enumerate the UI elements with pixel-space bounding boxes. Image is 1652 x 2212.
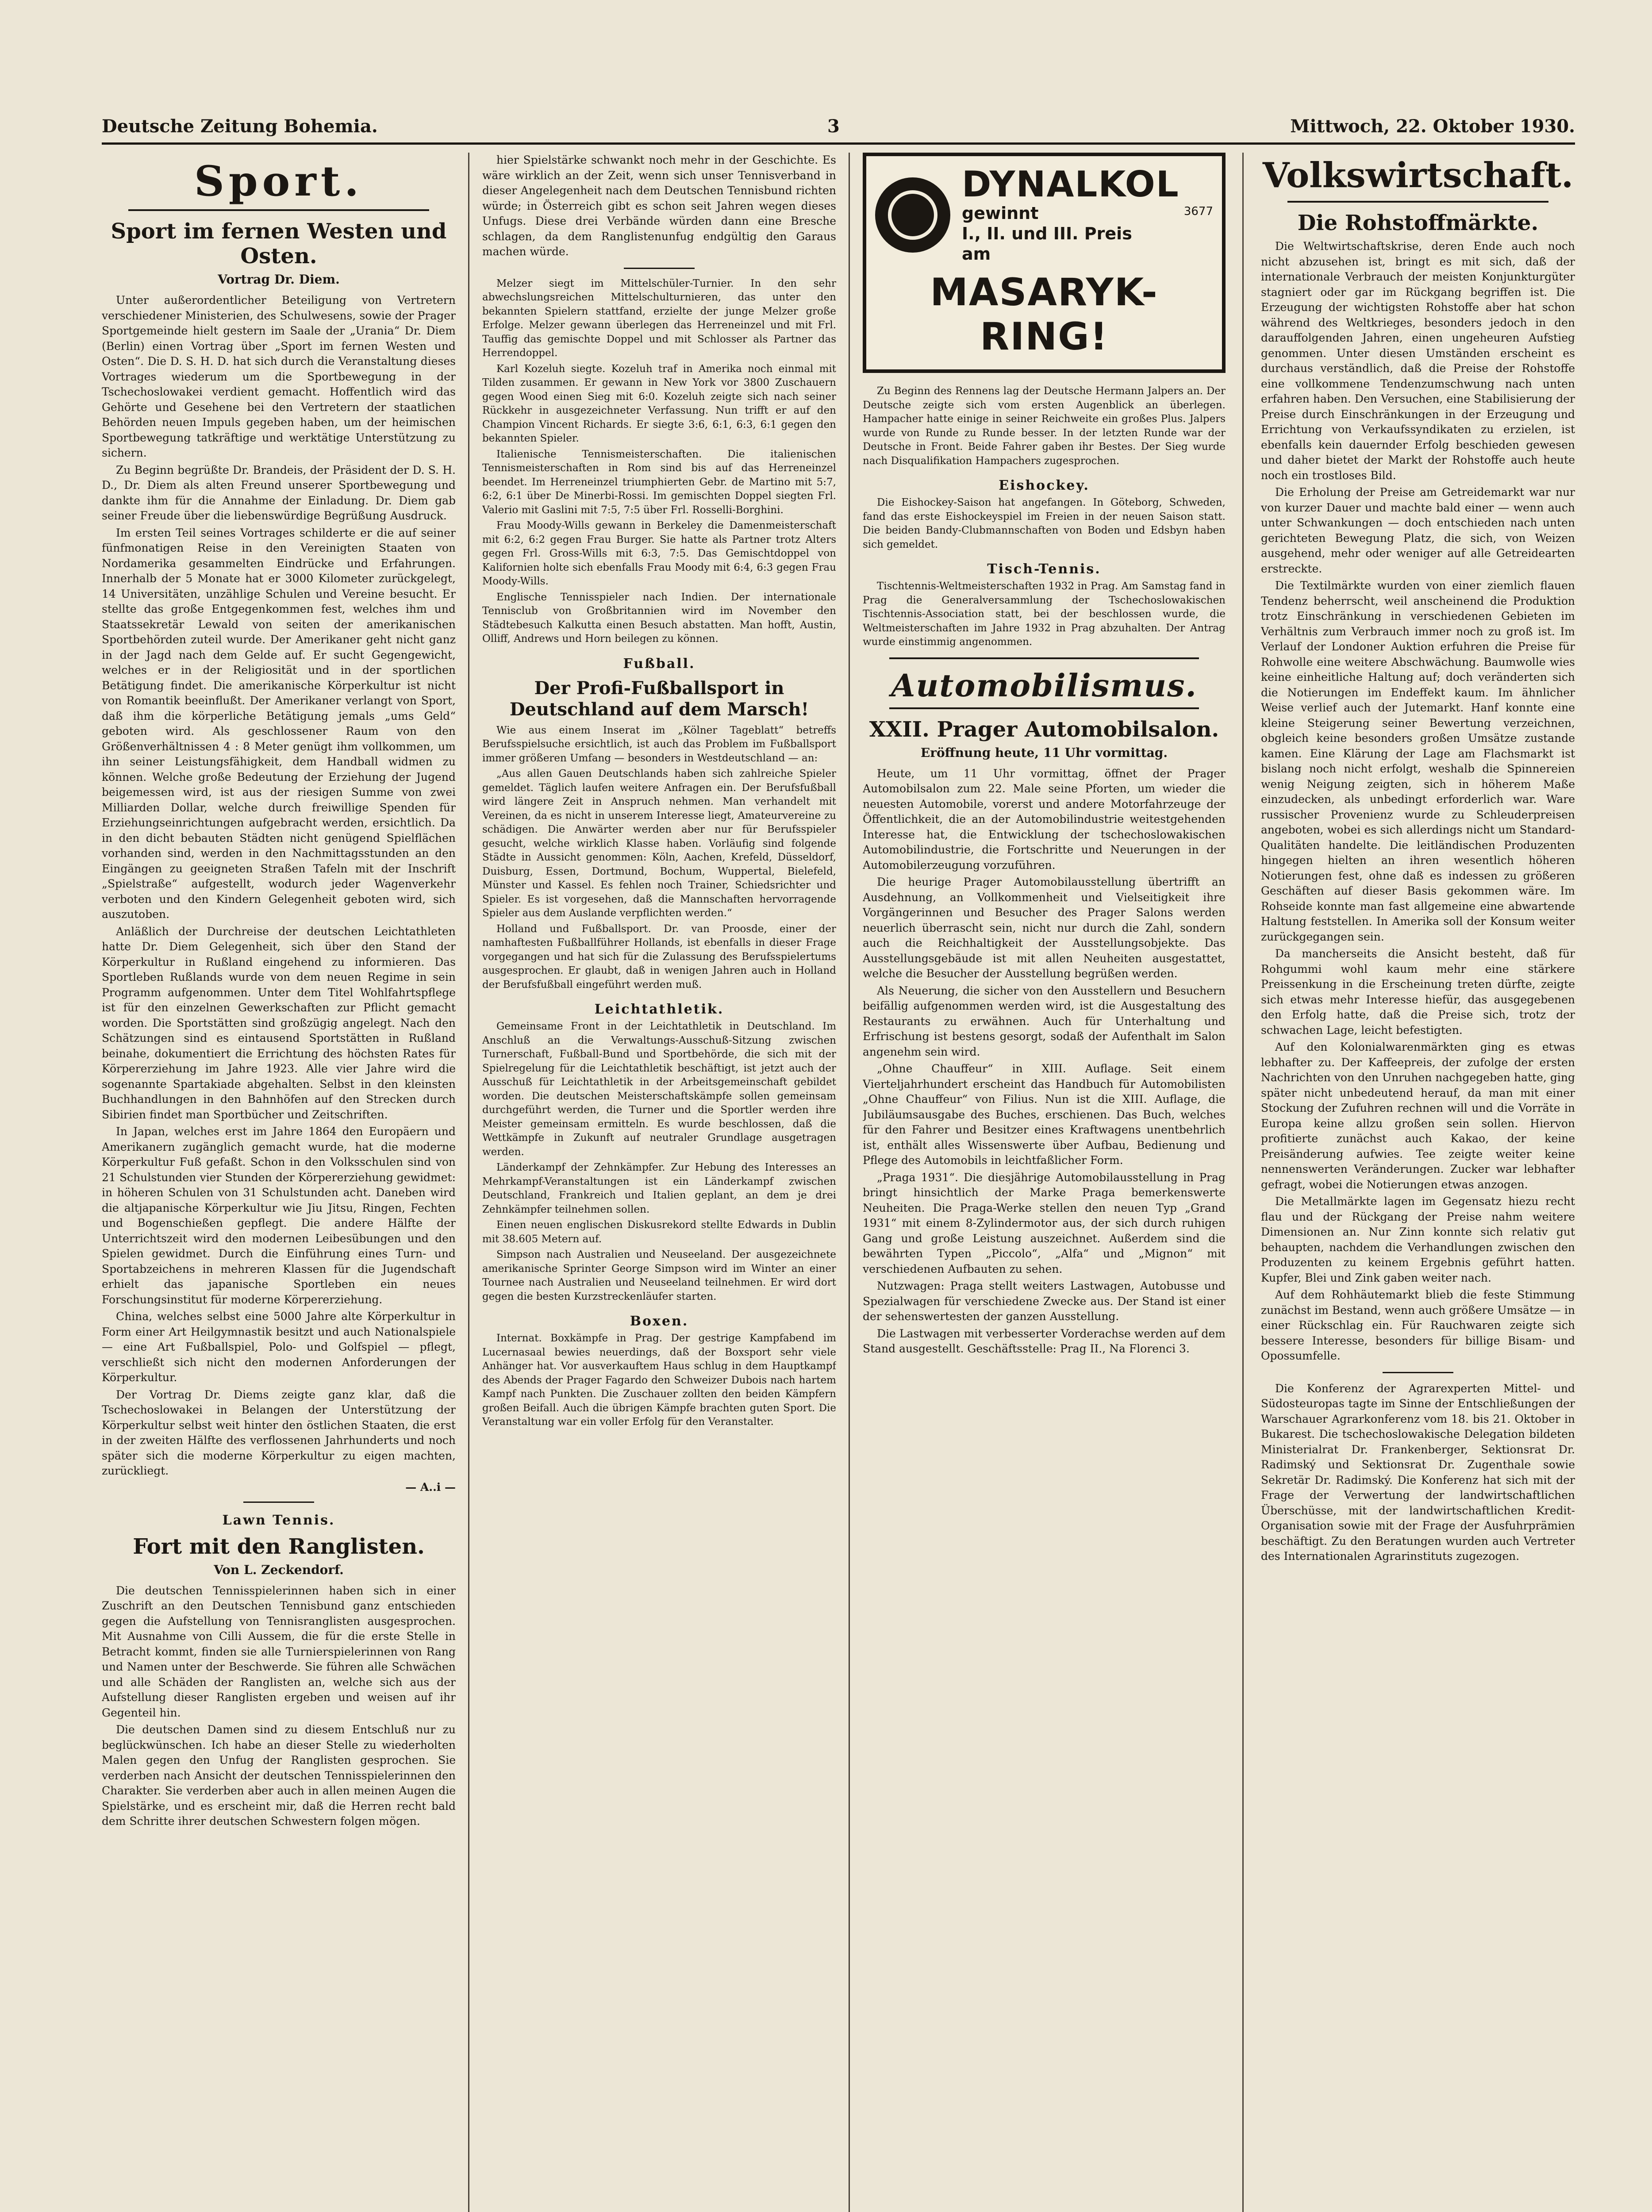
- ad-ring: MASARYK-RING!: [930, 270, 1158, 359]
- rubric-football: Fußball.: [623, 656, 695, 672]
- article-paragraph: Die Textilmärkte wurden von einer ziemlich flauen Tendenz beherrscht, weil anscheinend die Produktion trotz Einschränkung in verschiedenen Gebieten im Verhältnis zum Verbrauch immer noch zu groß ist. Im Verlauf der Londoner Auktion erfuhren die Preise für Rohwolle eine weitere Abschwächung. Baumwolle wies keine einheitliche Haltung auf; doch veränderten sich die Notierungen im Endeffekt kaum. Im ähnlicher Weise verlief auch der Jutemarkt. Hanf konnte eine kleine Steigerung seiner Bewertung verzeichnen, obgleich keine besonders großen Umsätze zustande kamen. Eine Klärung der Lage am Flachsmarkt ist bislang noch nicht erfolgt, weshalb die Spinnereien wenig Neigung zeigten, sich in höherem Maße einzudecken, als unbedingt erforderlich war. Ware russischer Provenienz wurde zu Schleuderpreisen angeboten, wobei es sich allerdings nicht um Standard-Qualitäten handelte. Die leitländischen Produzenten hingegen hielten an ihren wesentlich höheren Notierungen fest, ohne daß es indessen zu größeren Geschäften auf dieser Basis gekommen wäre. Im Rohseide konnte man fast allgemeine eine abwartende Haltung feststellen. In Amerika soll der Konsum weiter zurückgegangen sein.: [1261, 579, 1575, 943]
- rubric-athletics: Leichtathletik.: [594, 1002, 724, 1017]
- article-headline: Die Rohstoffmärkte.: [1297, 211, 1539, 235]
- section-title-sport: Sport.: [194, 157, 363, 206]
- article-paragraph: hier Spielstärke schwankt noch mehr in der Geschichte. Es wäre wirklich an der Zeit, wenn sich unser Tennisverband in dieser Angelegenheit nach dem Deutschen Tennisbund richten würde; in Österreich gibt es schon seit Jahren wegen dieses Unfugs. Diese drei Verbände würden dann eine Bresche schlagen, da dem Ranglistenunfug endgültig den Garaus machen würde.: [482, 154, 836, 258]
- article-paragraph: Wie aus einem Inserat im „Kölner Tageblatt“ betreffs Berufsspielsuche ersichtlich, ist auch das Problem im Fußballsport immer größeren Umfang — besonders in Westdeutschland — an:: [482, 724, 836, 764]
- article-paragraph: Zu Beginn begrüßte Dr. Brandeis, der Präsident der D. S. H. D., Dr. Diem als alten Freund unserer Sportbewegung und dankte ihm für die Annahme der Einladung. Dr. Diem gab seiner Freude über die liebenswürdige Begrüßung Ausdruck.: [102, 463, 456, 522]
- column-rule: [849, 153, 850, 2212]
- news-item: Karl Kozeluh siegte. Kozeluh traf in Amerika noch einmal mit Tilden zusammen. Er gewann in New York vor 3800 Zuschauern gegen Wood einen Sieg mit 6:0. Kozeluh zeigte sich nach seiner Rückkehr in ausgezeichneter Verfassung. Nun trifft er auf den Champion Vincent Richards. Er siegte 3:6, 6:1, 6:3, 6:1 gegen den bekannten Spieler.: [482, 363, 836, 444]
- article-paragraph: Unter außerordentlicher Beteiligung von Vertretern verschiedener Ministerien, des Schulwesens, sowie der Prager Sportgemeinde hielt gestern im Saale der „Urania“ Dr. Diem (Berlin) einen Vortrag über „Sport im fernen Westen und Osten“. Die D. S. H. D. hat sich durch die Veranstaltung dieses Vortrages wiederum um die Sportbewegung in der Tschechoslowakei verdient gemacht. Hoffentlich wird das Gehörte und Gesehene bei den Vertretern der staatlichen Behörden neuen Impuls gegeben haben, um der heimischen Sportbewegung tatkräftige und werktätige Unterstützung zu sichern.: [102, 294, 456, 459]
- news-item: Melzer siegt im Mittelschüler-Turnier. In den sehr abwechslungsreichen Mittelschulturnieren, das unter den bekannten Spielern stattfand, erzielte der junge Melzer große Erfolge. Melzer gewann überlegen das Herreneinzel und mit Frl. Tauffig das gemischte Doppel und mit Schlosser als Partner das Herrendoppel.: [482, 277, 836, 359]
- article-paragraph: „Aus allen Gauen Deutschlands haben sich zahlreiche Spieler gemeldet. Täglich laufen weitere Anfragen ein. Der Berufsfußball wird längere Zeit in Anspruch nehmen. Man verhandelt mit Vereinen, da es nicht in unserem Interesse liegt, Amateurvereine zu schädigen. Die Anwärter werden aber nur für Berufsspieler gesucht, welche wirklich Klasse haben. Vorläufig sind folgende Städte in Aussicht genommen: Köln, Aachen, Krefeld, Düsseldorf, Duisburg, Essen, Dortmund, Bochum, Wuppertal, Bielefeld, Münster und Kassel. Es fehlen noch Trainer, Schiedsrichter und Spieler. Es ist vorgesehen, daß die Mannschaften hervorragende Spieler aus dem Auslande verpflichten werden.“: [482, 768, 836, 919]
- news-item: Gemeinsame Front in der Leichtathletik in Deutschland. Im Anschluß an die Verwaltungs-Ausschuß-Sitzung zwischen Turnerschaft, Fußball-Bund und Sportbehörde, die sich mit der Spielregelung für die Leichtathletik beschäftigt, ist jetzt auch der Ausschuß für Leichtathletik in der Arbeitsgemeinschaft gebildet worden. Die deutschen Meisterschaftskämpfe sollen gemeinsam durchgeführt werden, die Turner und die Sportler werden ihre Meister gemeinsam ermitteln. Es wurde beschlossen, daß die Wettkämpfe in Zukunft auf neutraler Grundlage ausgetragen werden.: [482, 1021, 836, 1158]
- column-rule: [1242, 153, 1244, 2212]
- article-divider: [1383, 1372, 1453, 1373]
- running-header: [102, 111, 1575, 145]
- article-headline: XXII. Prager Automobilsalon.: [869, 717, 1219, 742]
- section-divider: [1287, 201, 1548, 203]
- article-paragraph: Die deutschen Tennisspielerinnen haben sich in einer Zuschrift an den Deutschen Tennisbund ganz entschieden gegen die Aufstellung von Tennisranglisten ausgesprochen. Mit Ausnahme von Cilli Aussem, die für die erste Stelle in Betracht kommt, finden sie alle Turnierspielerinnen von Rang und Namen unter der Beschwerde. Sie führen alle Schwächen und alle Schäden der Ranglisten an, welche sich aus der Aufstellung dieser Ranglisten ergeben und weisen auf ihr Gegenteil hin.: [102, 1584, 456, 1719]
- ad-brand: DYNALKOL: [962, 164, 1179, 205]
- section-divider: [128, 209, 429, 211]
- article-paragraph: Der Vortrag Dr. Diems zeigte ganz klar, daß die Tschechoslowakei in Belangen der Unterstützung der Körperkultur selbst weit hinter den östlichen Staaten, die erst in der zweiten Hälfte des verflossenen Jahrhunderts und noch später sich die moderne Körperkultur zu eigen machten, zurückliegt.: [102, 1388, 456, 1477]
- section-title-automobilismus: Automobilismus.: [891, 667, 1197, 704]
- column-4: [1261, 153, 1575, 2212]
- rubric-lawn-tennis: Lawn Tennis.: [222, 1512, 335, 1528]
- article-paragraph: Holland und Fußballsport. Dr. van Proosde, einer der namhaftesten Fußballführer Hollands, ist ebenfalls in dieser Frage vorgegangen und hat sich für die Zulassung des Berufsspielertums ausgesprochen. Er glaubt, daß in wenigen Jahren auch in Holland der Berufsfußball eingeführt werden muß.: [482, 923, 836, 991]
- news-item: Simpson nach Australien und Neuseeland. Der ausgezeichnete amerikanische Sprinter George Simpson wird im Winter an einer Tournee nach Australien und Neuseeland teilnehmen. Er wird dort gegen die besten Kurzstreckenläufer starten.: [482, 1249, 836, 1302]
- column-1: [102, 153, 456, 2212]
- article-paragraph: „Ohne Chauffeur“ in XIII. Auflage. Seit einem Vierteljahrhundert erscheint das Handbuch für Automobilisten „Ohne Chauffeur“ von Filius. Nun ist die XIII. Auflage, die Jubiläumsausgabe des Buches, erschienen. Das Buch, welches für den Fahrer und Besitzer eines Kraftwagens unentbehrlich ist, enthält alles Wissenswerte über Aufbau, Bedienung und Pflege des Automobils in leichtfaßlicher Form.: [863, 1062, 1226, 1167]
- article-paragraph: Die heurige Prager Automobilausstellung übertrifft an Ausdehnung, an Vollkommenheit und Vielseitigkeit ihre Vorgängerinnen und Besucher des Prager Salons werden neuerlich überrascht sein, nicht nur durch die Zahl, sondern auch die Reichhaltigkeit der Ausstellungsobjekte. Das Ausstellungsgebäude ist mit allen Neuheiten ausgestattet, welche die Besucher der Ausstellung begrüßen werden.: [863, 876, 1226, 980]
- article-headline: Der Profi-Fußballsport in Deutschland auf dem Marsch!: [509, 677, 809, 720]
- article-paragraph: Anläßlich der Durchreise der deutschen Leichtathleten hatte Dr. Diem Gelegenheit, sich über den Stand der Körperkultur in Rußland eingehend zu informieren. Das Sportleben Rußlands wurde von dem neuen Regime in sein Programm aufgenommen. Unter dem Titel Wohlfahrtspflege ist für den einzelnen Gewerkschaften zur Pflicht gemacht worden. Die Sportstätten sind großzügig angelegt. Nach den Schätzungen sind es eintausend Sportstätten in Rußland beinahe, dokumentiert die Errichtung des höchsten Rates für Körpererziehung im Jahre 1923. Alle vier Jahre wird die sogenannte Spartakiade abgehalten. Selbst in den kleinsten Buchhandlungen in den Bahnhöfen auf den Strecken durch Sibirien findet man Sportbücher und Zeitschriften.: [102, 925, 456, 1121]
- article-paragraph: Die Weltwirtschaftskrise, deren Ende auch noch nicht abzusehen ist, bringt es mit sich, daß der internationale Verbrauch der meisten Konjunkturgüter stagniert oder gar im Rückgang begriffen ist. Die Erzeugung der wichtigsten Rohstoffe aber hat schon während des Weltkrieges, besonders jedoch in den darauffolgenden Jahren, einen ungeheuren Aufstieg genommen. Unter diesen Umständen erscheint es durchaus verständlich, daß die Preise der Rohstoffe eine vollkommene Tendenzumschwung nach unten erfahren haben. Den Versuchen, eine Stabilisierung der Preise durch Einschränkungen in der Erzeugung und Errichtung von Verkaufssyndikaten zu erzielen, ist ebenfalls kein dauernder Erfolg beschieden gewesen und daher bietet der Markt der Rohstoffe auch heute noch ein trostloses Bild.: [1261, 240, 1575, 482]
- issue-date: Mittwoch, 22. Oktober 1930.: [1290, 116, 1575, 137]
- article-divider: [624, 268, 695, 269]
- news-item: Internat. Boxkämpfe in Prag. Der gestrige Kampfabend im Lucernasaal bewies neuerdings, daß der Boxsport sehr viele Anhänger hat. Vor ausverkauftem Haus schlug in dem Hauptkampf des Abends der Prager Fagardo den Schweizer Dubois nach hartem Kampf nach Punkten. Die Zuschauer zollten den beiden Kämpfern großen Beifall. Auch die übrigen Kämpfe brachten guten Sport. Die Veranstaltung war ein voller Erfolg für den Veranstalter.: [482, 1333, 836, 1428]
- news-item: Italienische Tennismeisterschaften. Die italienischen Tennismeisterschaften in Rom sind bis auf das Herreneinzel beendet. Im Herreneinzel triumphierten Gebr. de Martino mit 5:7, 6:2, 6:1 über De Minerbi-Rossi. Im gemischten Doppel siegten Frl. Valerio mit Gaslini mit 7:5, 7:5 über Frl. Rosselli-Borghini.: [482, 448, 836, 516]
- rubric-boxing: Boxen.: [630, 1313, 689, 1329]
- article-divider: [243, 1502, 314, 1503]
- article-signoff: — A..i —: [405, 1480, 456, 1494]
- article-paragraph: Heute, um 11 Uhr vormittag, öffnet der Prager Automobilsalon zum 22. Male seine Pforten, um wieder die neuesten Automobile, vorerst und andere Motorfahrzeuge der Öffentlichkeit, die an der Automobilindustrie weitestgehenden Interesse hat, die Entwicklung der tschechoslowakischen Automobilindustrie, die Fortschritte und Neuerungen in der Automobilerzeugung vorzuführen.: [863, 767, 1226, 872]
- article-paragraph: Auf den Kolonialwarenmärkten ging es etwas lebhafter zu. Der Kaffeepreis, der zufolge der ersten Nachrichten von den Unruhen nachgegeben hatte, ging später nicht unbedeutend herauf, da man mit einer Stockung der Zufuhren rechnen will und die Vorräte in Europa keine allzu großen sein sollen. Hiervon profitierte zunächst auch Kakao, der keine Preisänderung aufwies. Tee zeigte weiter keine nennenswerten Veränderungen. Zucker war lebhafter gefragt, wobei die Notierungen etwas anzogen.: [1261, 1041, 1575, 1191]
- ad-line: gewinnt: [962, 204, 1039, 223]
- article-paragraph: „Praga 1931“. Die diesjährige Automobilausstellung in Prag bringt hinsichtlich der Marke Praga bemerkenswerte Neuheiten. Die Praga-Werke stellen den neuen Typ „Grand 1931“ mit einem 8-Zylindermotor aus, der sich durch ruhigen Gang und große Leistung auszeichnet. Außerdem sind die bewährten Typen „Piccolo“, „Alfa“ und „Mignon“ mit verschiedenen Aufbauten zu sehen.: [863, 1171, 1226, 1275]
- section-divider: [889, 707, 1199, 709]
- article-headline: Sport im fernen Westen und Osten.: [111, 219, 447, 269]
- rubric-ice-hockey: Eishockey.: [999, 478, 1090, 493]
- article-subtitle: Eröffnung heute, 11 Uhr vormittag.: [920, 745, 1168, 760]
- ad-number: 3677: [1183, 205, 1213, 218]
- news-item: Frau Moody-Wills gewann in Berkeley die Damenmeisterschaft mit 6:2, 6:2 gegen Frau Burger. Sie hatte als Partner trotz Alters gegen Frl. Gross-Wills mit 6:3, 7:5. Das Gemischtdoppel von Kalifornien holte sich ebenfalls Frau Moody mit 6:4, 6:3 gegen Frau Moody-Wills.: [482, 520, 836, 587]
- article-paragraph: Da mancherseits die Ansicht besteht, daß für Rohgummi wohl kaum mehr eine stärkere Preissenkung in die Erscheinung treten dürfte, zeigte sich etwas mehr Interesse hiefür, das ausgegebenen den Erfolg hatte, daß die Preise sich, trotz der schwachen Lage, leicht befestigten.: [1261, 947, 1575, 1037]
- section-divider: [889, 657, 1199, 659]
- article-headline: Fort mit den Ranglisten.: [133, 1534, 425, 1559]
- dynalkol-logo: [875, 177, 950, 253]
- ad-line: I., II. und III. Preis: [962, 224, 1132, 243]
- article-paragraph: In Japan, welches erst im Jahre 1864 den Europäern und Amerikanern zugänglich gemacht wurde, hat die moderne Körperkultur Fuß gefaßt. Schon in den Volksschulen sind von 21 Schulstunden vier Stunden der Körpererziehung gewidmet: in höheren Schulen von 31 Schulstunden acht. Daneben wird die altjapanische Körperkultur wie Jiu Jitsu, Ringen, Fechten und Bogenschießen gepflegt. Die andere Hälfte der Unterrichtszeit wird den modernen Leibesübungen und den Spielen gewidmet. Durch die Einführung eines Turn- und Sportabzeichens in mehreren Klassen für die Jugendschaft erhielt das japanische Sportleben ein neues Forschungsinstitut für moderne Körpererziehung.: [102, 1125, 456, 1306]
- rubric-table-tennis: Tisch-Tennis.: [987, 561, 1101, 577]
- article-paragraph: Nutzwagen: Praga stellt weiters Lastwagen, Autobusse und Spezialwagen für verschiedene Zwecke aus. Der Stand ist einer der sehenswertesten der ganzen Ausstellung.: [863, 1279, 1226, 1323]
- news-item: Englische Tennisspieler nach Indien. Der internationale Tennisclub von Großbritannien wird im November den Städtebesuch Kalkutta einen Besuch abstatten. Man hofft, Austin, Olliff, Andrews und Horn beilegen zu können.: [482, 591, 836, 645]
- column-2: [482, 153, 836, 2212]
- news-item: Tischtennis-Weltmeisterschaften 1932 in Prag. Am Samstag fand in Prag die Generalversammlung der Tschechoslowakischen Tischtennis-Association statt, bei der beschlossen wurde, die Weltmeisterschaften im Jahre 1932 in Prag abzuhalten. Der Antrag wurde einstimmig angenommen.: [863, 580, 1226, 648]
- newspaper-name: Deutsche Zeitung Bohemia.: [102, 116, 378, 137]
- article-paragraph: Die deutschen Damen sind zu diesem Entschluß nur zu beglückwünschen. Ich habe an dieser Stelle zu wiederholten Malen gegen den Unfug der Ranglisten gesprochen. Sie verderben nach Ansicht der deutschen Tennisspielerinnen den Charakter. Sie verderben aber auch in allen meinen Augen die Spielstärke, und es erscheint mir, daß die Herren recht bald dem Schritte ihrer deutschen Schwestern folgen mögen.: [102, 1723, 456, 1828]
- news-item: Länderkampf der Zehnkämpfer. Zur Hebung des Interesses an Mehrkampf-Veranstaltungen ist ein Länderkampf zwischen Deutschland, Frankreich und Italien geplant, an dem je drei Zehnkämpfer teilnehmen sollen.: [482, 1162, 836, 1215]
- article-paragraph: Als Neuerung, die sicher von den Ausstellern und Besuchern beifällig aufgenommen werden wird, ist die Ausgestaltung des Restaurants zu erwähnen. Auch für Unterhaltung und Erfrischung ist bestens gesorgt, sodaß der Aufenthalt im Salon angenehm sein wird.: [863, 984, 1226, 1058]
- article-byline: Von L. Zeckendorf.: [214, 1562, 344, 1577]
- article-paragraph: Zu Beginn des Rennens lag der Deutsche Hermann Jalpers an. Der Deutsche zeigte sich vom ersten Augenblick an überlegen. Hampacher hatte einige in seiner Reichweite ein großes Plus. Jalpers wurde von Runde zu Runde besser. In der letzten Runde war der Deutsche in Front. Beide Fahrer gaben ihr Bestes. Der Sieg wurde nach Disqualifikation Hampachers zugesprochen.: [863, 385, 1226, 467]
- article-paragraph: Die Metallmärkte lagen im Gegensatz hiezu recht flau und der Rückgang der Preise nahm weitere Dimensionen an. Nur Zinn konnte sich relativ gut behaupten, nachdem die Verhandlungen zwischen den Produzenten zu keinem Ergebnis geführt hatten. Kupfer, Blei und Zink gaben weiter nach.: [1261, 1195, 1575, 1284]
- section-title-volkswirtschaft: Volkswirtschaft.: [1262, 155, 1574, 196]
- article-paragraph: Die Erholung der Preise am Getreidemarkt war nur von kurzer Dauer und machte bald einer — wenn auch unter Schwankungen — doch entschieden nach unten gerichteten Bewegung Platz, die sich, von Weizen ausgehend, mehr oder weniger auf alle Getreidearten erstreckte.: [1261, 486, 1575, 575]
- article-paragraph: Im ersten Teil seines Vortrages schilderte er die auf seiner fünfmonatigen Reise in den Vereinigten Staaten von Nordamerika gesammelten Eindrücke und Erfahrungen. Innerhalb der 5 Monate hat er 3000 Kilometer zurückgelegt, 14 Universitäten, unzählige Schulen und Vereine besucht. Er stellte das große Entgegenkommen fest, welches ihm und Staatssekretär Lewald von seiten der amerikanischen Sportbehörden zuteil wurde. Der Amerikaner geht nicht ganz in der Jagd nach dem Gelde auf. Er sucht Gegengewicht, welches er in der Religiosität und in der sportlichen Betätigung findet. Die amerikanische Körperkultur ist nicht von Romantik beeinflußt. Der Amerikaner verlangt von Sport, daß ihm die körperliche Betätigung jemals „ums Geld“ geboten wird. Als geschlossener Raum von den Größenverhältnissen 4 : 8 Meter genügt ihm vollkommen, um ihn seiner Leistungsfähigkeit, dem Handball widmen zu können. Welche große Bedeutung der Erziehung der Jugend beigemessen wird, ist aus der riesigen Summe von zwei Milliarden Dollar, welche durch freiwillige Spenden für Erziehungseinrichtungen aufgebracht werden, ersichtlich. Da in den dicht bebauten Städten nicht genügend Spielflächen vorhanden sind, werden in den Nachmittagsstunden an den Eingängen zu geeigneten Straßen Tafeln mit der Inschrift „Spielstraße“ aufgestellt, wodurch jeder Wagenverkehr verboten und den Kindern Gelegenheit geboten wird, sich auszutoben.: [102, 526, 456, 921]
- article-paragraph: China, welches selbst eine 5000 Jahre alte Körperkultur in Form einer Art Heilgymnastik besitzt und auch Nationalspiele — eine Art Fußballspiel, Polo- und Golfspiel — pflegt, verschließt sich nicht den modernen Anforderungen der Körperkultur.: [102, 1310, 456, 1384]
- news-item: Die Eishockey-Saison hat angefangen. In Göteborg, Schweden, fand das erste Eishockeyspiel im Freien in der neuen Saison statt. Die beiden Bandy-Clubmannschaften von Boden und Edsbyn haben sich gemeldet.: [863, 497, 1226, 550]
- dynalkol-advertisement: [863, 153, 1226, 373]
- ad-line: am: [962, 244, 991, 264]
- column-3: [863, 153, 1226, 2212]
- article-byline: Vortrag Dr. Diem.: [218, 272, 340, 287]
- column-rule: [468, 153, 469, 2212]
- article-paragraph: Die Konferenz der Agrarexperten Mittel- und Südosteuropas tagte im Sinne der Entschließungen der Warschauer Agrarkonferenz vom 18. bis 21. Oktober in Bukarest. Die tschechoslowakische Delegation bildeten Ministerialrat Dr. Frankenberger, Sektionsrat Dr. Radimský und Sektionsrat Dr. Zugenthale sowie Sekretär Dr. Radimský. Die Konferenz hat sich mit der Frage der Verwertung der landwirtschaftlichen Überschüsse, mit der landwirtschaftlichen Kredit-Organisation sowie mit der Frage der Ausfuhrprämien beschäftigt. Zu den Beratungen wurden auch Vertreter des Internationalen Agrarinstituts zugezogen.: [1261, 1382, 1575, 1563]
- article-paragraph: Auf dem Rohhäutemarkt blieb die feste Stimmung zunächst im Bestand, wenn auch größere Umsätze — in einer Rückschlag ein. Für Rauchwaren zeigte sich bessere Interesse, besonders für billige Bisam- und Opossumfelle.: [1261, 1288, 1575, 1362]
- news-item: Einen neuen englischen Diskusrekord stellte Edwards in Dublin mit 38.605 Metern auf.: [482, 1219, 836, 1245]
- article-paragraph: Die Lastwagen mit verbesserter Vorderachse werden auf dem Stand ausgestellt. Geschäftsstelle: Prag II., Na Florenci 3.: [863, 1327, 1226, 1355]
- page-number: 3: [827, 116, 840, 137]
